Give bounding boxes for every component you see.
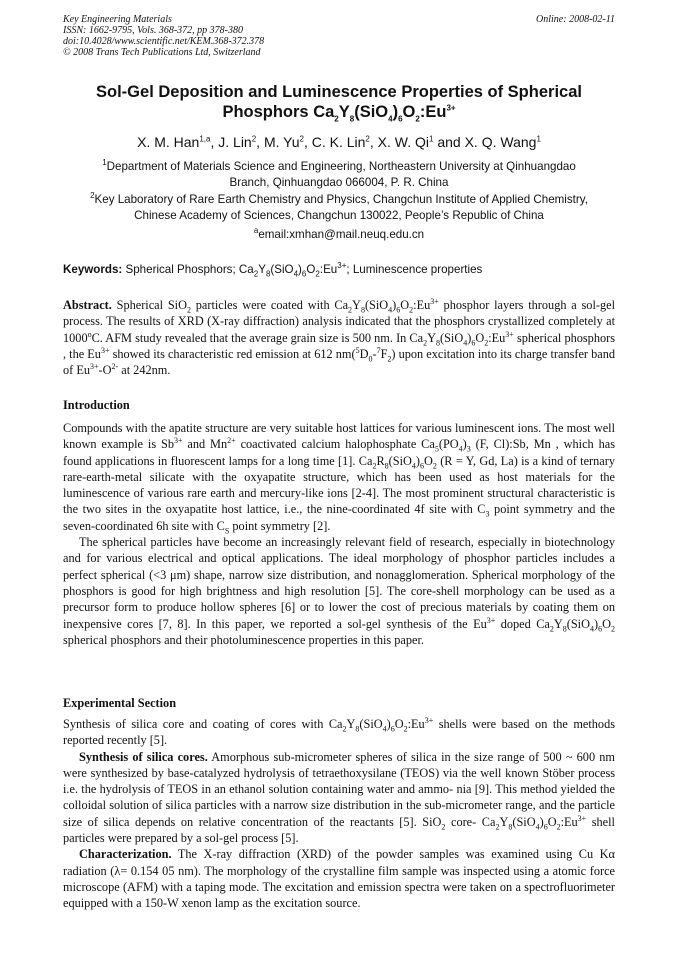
contact-email: $^a$email:xmhan@mail.neuq.edu.cn [253,226,425,241]
title-line-1: Sol-Gel Deposition and Luminescence Properties of Spherical [96,83,582,101]
online-date: Online: 2008-02-11 [536,14,615,25]
affiliation-2: $^2$Key Laboratory of Rare Earth Chemistry and Physics, Changchun Institute of Applied Chemistry, Chinese Academy of Sciences, Changchun 130022, People’s Republic of China [90,191,588,222]
journal-header [63,14,615,58]
journal-doi: doi:10.4028/www.scientific.net/KEM.368-372.378 [63,36,265,47]
keywords: Keywords: Spherical Phosphors; $Ca_2Y_8(SiO_4)_6O_2:Eu^{3+}$; Luminescence properties [63,261,483,279]
intro-paragraph-2: The spherical particles have become an increasingly relevant field of research, especially in biotechnology and for various electrical and optical applications. The ideal morphology of phosphor particles includes a perfect spherical (<3 μm) shape, narrow size distribution, and nonagglomeration. Spherical morphology of the phosphors is good for high brightness and high resolution [5]. The core-shell morphology can be used as a precursor form to produce hollow spheres [6] or to lower the cost of precious materials by coating them on inexpensive cores [7, 8]. In this paper, we reported a sol-gel synthesis of the $Eu^{3+}$ doped $Ca_2Y_8(SiO_4)_6O_2$ spherical phosphors and their photoluminescence properties in this paper. [63,535,616,647]
introduction-heading: Introduction [63,398,130,412]
journal-issn: ISSN: 1662-9795, Vols. 368-372, pp 378-380 [63,25,243,36]
exp-paragraph-2: Synthesis of silica cores. Amorphous sub-micrometer spheres of silica in the size range of 500 ~ 600 nm were synthesized by base-catalyzed hydrolysis of tetraethoxysilane (TEOS) via the well known Stöber process i.e. the hydrolysis of TEOS in an ethanol solution containing water and ammo- nia [9]. This method yielded the colloidal solution of silica particles with a narrow size distribution in the sub-micrometer range, and the particle size of silica depends on relative concentration of the reactants [5]. SiO$_2$ core- $Ca_2Y_8(SiO_4)_6O_2:Eu^{3+}$ shell particles were prepared by a sol-gel process [5]. [63,749,616,846]
experimental-body [63,716,615,912]
affiliation-1: $^1$Department of Materials Science and Engineering, Northeastern University at Qinhuangdao Branch, Qinhuangdao 066004, P. R. China [102,158,576,189]
intro-paragraph-1: Compounds with the apatite structure are very suitable host lattices for various luminescent ions. The most well known example is $Sb^{3+}$ and $Mn^{2+}$ coactivated calcium halophosphate $Ca_5(PO_4)_3$ (F, Cl):Sb, Mn , which has found applications in fluorescent lamps for a long time [1]. $Ca_2R_8(SiO_4)_6O_2$ (R = Y, Gd, La) is a kind of ternary rare-earth-metal silicate with the oxyapatite structure, which has been used as host materials for the luminescence of various rare earth and mercury-like ions [2-4]. The most prominent structural characteristic is the two sites in the oxyapatite host lattice, i.e., the nine-coordinated 4f site with $C_3$ point symmetry and the seven-coordinated 6h site with $C_S$ point symmetry [2]. [63,421,615,536]
title-line-2: Phosphors $Ca_2Y_8(SiO_4)_6O_2:Eu^{3+}$ [222,103,456,124]
paper-title [60,82,618,122]
experimental-heading: Experimental Section [63,696,177,710]
journal-copyright: © 2008 Trans Tech Publications Ltd, Switzerland [63,47,261,58]
exp-paragraph-3: Characterization. The X-ray diffraction (XRD) of the powder samples was examined using Cu Kα radiation (λ= 0.154 05 nm). The morphology of the crystalline film sample was inspected using a atomic force microscope (AFM) with a taping mode. The excitation and emission spectra were taken on a spectrofluorimeter equipped with a 150-W xenon lamp as the excitation source. [63,847,615,911]
introduction-body [63,420,615,648]
abstract: Abstract. Spherical SiO$_2$ particles were coated with $Ca_2Y_8(SiO_4)_6O_2:Eu^{3+}$ phosphor layers through a sol-gel process. The results of XRD (X-ray diffraction) analysis indicated that the phosphors crystallized completely at 1000$^o$C. AFM study revealed that the average grain size is 500 nm. In $Ca_2Y_8(SiO_4)_6O_2:Eu^{3+}$ spherical phosphors , the $Eu^{3+}$ showed its characteristic red emission at 612 $nm(^5D_0-^7F_2)$ upon excitation into its charge transfer band of $Eu^{3+}-O^{2-}$ at 242nm. [63,296,616,378]
author-list: X. M. Han$^{1,a}$, J. Lin$^2$, M. Yu$^2$, C. K. Lin$^2$, X. W. Qi$^1$ and X. Q. Wang$^1$ [137,134,541,150]
exp-paragraph-1: Synthesis of silica core and coating of cores with $Ca_2Y_8(SiO_4)_6O_2:Eu^{3+}$ shells were based on the methods reported recently [5]. [63,715,616,748]
journal-name: Key Engineering Materials [63,14,172,25]
